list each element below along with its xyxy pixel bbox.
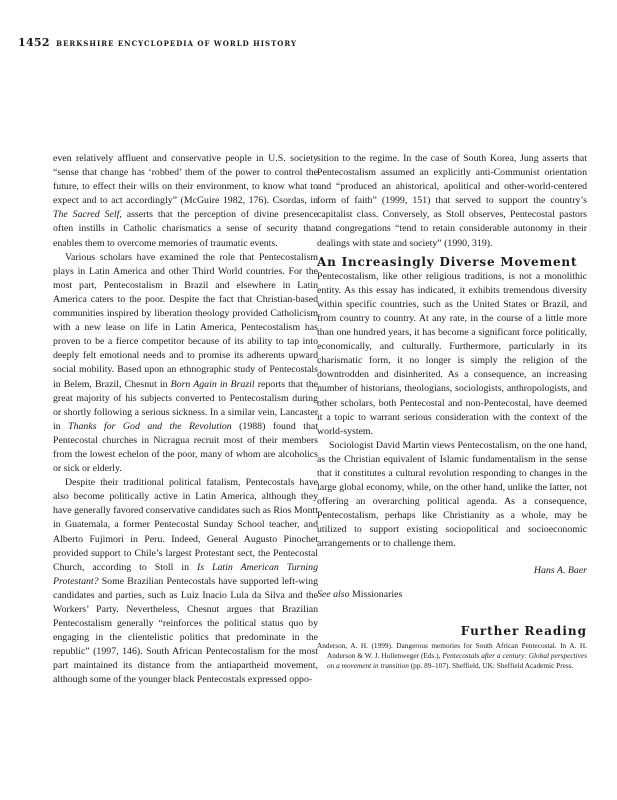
paragraph-text: Some Brazilian Pentecostals have supported left-wing candidates and parties, such as Luiz Inacio Lula da Silva and the Workers’ Party. Nevertheless, Chesnut argues that Brazilian Pentecostalism generally “reinforces the political status quo by engaging in the clientelistic politics that predominate in the republic” (1997, 146). South African Pentecostalism for the most part maintained its distance from the antiapartheid movement, although some of the younger black Pentecostals expressed oppo- (53, 575, 318, 686)
reference-text: Anderson, A. H. (1999). Dangerous memories for South African Pentecostal. In A. H. Anderson & W. J. Hollenweger (Eds.), (317, 640, 587, 661)
book-title: Thanks for God and the Revolution (68, 420, 232, 432)
book-title: Is Latin American Turning Protestant? (53, 561, 318, 587)
right-column (317, 152, 587, 671)
reference-title: Pentecostals after a century: Global perspectives on a movement in transition (327, 651, 587, 671)
further-reading-heading: Further Reading (460, 623, 587, 638)
paragraph (53, 152, 318, 251)
paragraph: Sociologist David Martin views Pentecostalism, on the one hand, as the Christian equivalent of Islamic fundamentalism in the sense that it constitutes a cultural revolution responding to changes in the large global economy, while, on the other hand, unlike the latter, not offering an overarching political agenda. As a consequence, Pentecostalism, perhaps like Christianity as a whole, may be utilized to support existing sociopolitical and socioeconomic arrangements or to challenge them. (317, 439, 587, 550)
section-heading: An Increasingly Diverse Movement (317, 254, 578, 269)
page-number: 1452 (18, 36, 50, 49)
reference-text: (pp. 89–107). Sheffield, UK: Sheffield Academic Press. (408, 661, 574, 671)
author-signature: Hans A. Baer (533, 564, 587, 576)
paragraph (53, 251, 318, 477)
paragraph (53, 476, 318, 687)
left-column (53, 152, 318, 688)
paragraph-text: (1988) found that Pentecostal churches in Nicragua recruit most of their members from the lowest echelon of the poor, many of whom are alcoholics or sick or elderly. (53, 420, 318, 475)
see-also (317, 588, 587, 602)
running-head (18, 36, 297, 49)
paragraph-text: Various scholars have examined the role that Pentecostalism plays in Latin America and other Third World countries. For the most part, Pentecostalism in Brazil and elsewhere in Latin America caters to the poor. Despite the fact that Christian-based communities inspired by liberation theology provided Catholicism with a new lease on life in Latin America, Pentecostalism has proven to be a fierce competitor because of its ability to tap into deeply felt emotional needs and to promise its adherents upward social mobility. Based upon an ethnographic study of Pentecostals in Belem, Brazil, Chesnut in (53, 251, 318, 390)
paragraph-text: Despite their traditional political fatalism, Pentecostals have also become politically active in Latin America, although they have generally favored conservative candidates such as Rios Montt in Guatemala, a former Pentecostal Sunday School teacher, and Alberto Fujimori in Peru. Indeed, General Augusto Pinochet provided support to Chile’s largest Protestant sect, the Pentecostal Church, according to Stoll in (53, 477, 318, 573)
book-title: The Sacred Self, (53, 209, 122, 221)
reference-entry (317, 641, 587, 672)
paragraph: Pentecostalism, like other religious traditions, is not a monolithic entity. As this essay has indicated, it exhibits tremendous diversity within specific countries, such as the United States or Brazil, and from country to country. At any rate, in the course of a little more than one hundred years, it has become a significant force politically, economically, and culturally. Furthermore, particularly in its charismatic form, it no longer is simply the religion of the downtrodden and disinherited. As a consequence, an increasing number of historians, theologians, sociologists, anthropologists, and other scholars, both Pentecostal and non-Pentecostal, have deemed it a topic to warrant serious consideration with the context of the world-system. (317, 270, 587, 437)
publication-title: BERKSHIRE ENCYCLOPEDIA OF WORLD HISTORY (56, 39, 297, 48)
paragraph: sition to the regime. In the case of South Korea, Jung asserts that Pentecostalism assumed an explicitly anti-Communist orientation and “produced an ahistorical, apolitical and other-world-centered form of faith” (1999, 151) that served to support the country’s capitalist class. Conversely, as Stoll observes, Pentecostal pastors and congregations “tend to retain considerable autonomy in their dealings with state and society” (1990, 319). (317, 153, 587, 249)
paragraph-text: asserts that the perception of divine presence often instills in Catholic charismatics a sense of security that enables them to overcome memories of traumatic events. (53, 209, 318, 249)
see-also-label: See also (317, 588, 350, 600)
see-also-link[interactable]: Missionaries (352, 588, 403, 600)
paragraph-text: reports that the great majority of his subjects converted to Pentecostalism during or shortly following a serious sickness. In a similar vein, Lancaster in (53, 378, 318, 432)
paragraph-text: even relatively affluent and conservative people in U.S. society “sense that change has ‘robbed’ them of the power to control the future, to effect their wills on their environment, to know what to expect and to act accordingly” (McGuire 1982, 176). Csordas, in (53, 153, 318, 207)
book-title: Born Again in Brazil (170, 378, 255, 390)
